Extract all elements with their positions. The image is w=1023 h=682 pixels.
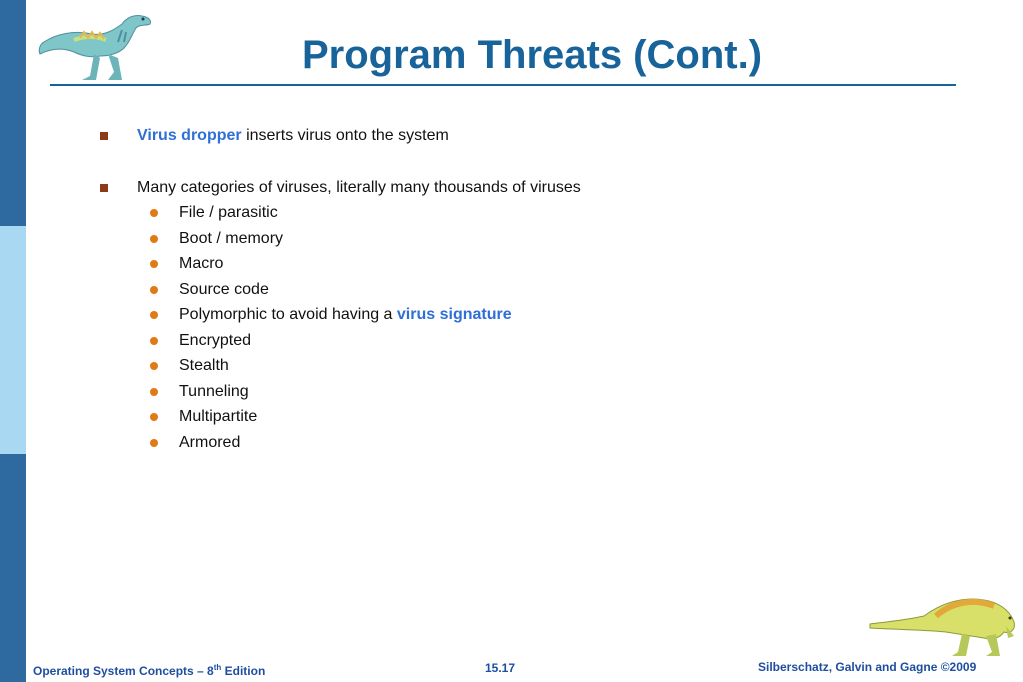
round-bullet-icon <box>150 235 158 243</box>
bullet-text: inserts virus onto the system <box>241 127 449 144</box>
sub-bullet-item: Tunneling <box>179 383 249 400</box>
round-bullet-icon <box>150 388 158 396</box>
square-bullet-icon <box>100 132 108 140</box>
sidebar-band-middle <box>0 226 26 454</box>
square-bullet-icon <box>100 184 108 192</box>
sidebar-band-bottom <box>0 454 26 682</box>
sub-bullet-item: Macro <box>179 255 224 272</box>
dinosaur-logo-icon <box>34 4 158 86</box>
sub-bullet-text: Polymorphic to avoid having a <box>179 306 397 323</box>
footer-page-number: 15.17 <box>485 661 516 675</box>
term-highlight: Virus dropper <box>137 127 242 144</box>
footer-title-sup: th <box>213 663 222 672</box>
round-bullet-icon <box>150 337 158 345</box>
round-bullet-icon <box>150 209 158 217</box>
bullet-item <box>137 126 449 146</box>
round-bullet-icon <box>150 362 158 370</box>
footer-title-prefix: Operating System Concepts – 8 <box>33 664 214 678</box>
footer-title-suffix: Edition <box>221 664 266 678</box>
sub-bullet-item: Armored <box>179 434 241 451</box>
round-bullet-icon <box>150 413 158 421</box>
footer-authors: Silberschatz, Galvin and Gagne ©2009 <box>758 660 977 674</box>
sub-bullet-item: Stealth <box>179 357 229 374</box>
sidebar-band-top <box>0 0 26 226</box>
round-bullet-icon <box>150 311 158 319</box>
title-underline <box>50 84 956 86</box>
round-bullet-icon <box>150 260 158 268</box>
dinosaur-footer-icon <box>866 582 1018 658</box>
sub-bullet-item <box>179 305 512 325</box>
sub-bullet-item: Multipartite <box>179 408 258 425</box>
round-bullet-icon <box>150 286 158 294</box>
sub-bullet-item: Encrypted <box>179 332 252 349</box>
footer-book-title <box>33 660 265 679</box>
bullet-item: Many categories of viruses, literally many thousands of viruses <box>137 179 581 196</box>
sub-bullet-item: Boot / memory <box>179 230 284 247</box>
left-sidebar <box>0 0 26 682</box>
sub-bullet-item: File / parasitic <box>179 204 278 221</box>
term-highlight: virus signature <box>396 306 512 323</box>
sub-bullet-item: Source code <box>179 281 269 298</box>
round-bullet-icon <box>150 439 158 447</box>
page-title: Program Threats (Cont.) <box>301 33 763 77</box>
